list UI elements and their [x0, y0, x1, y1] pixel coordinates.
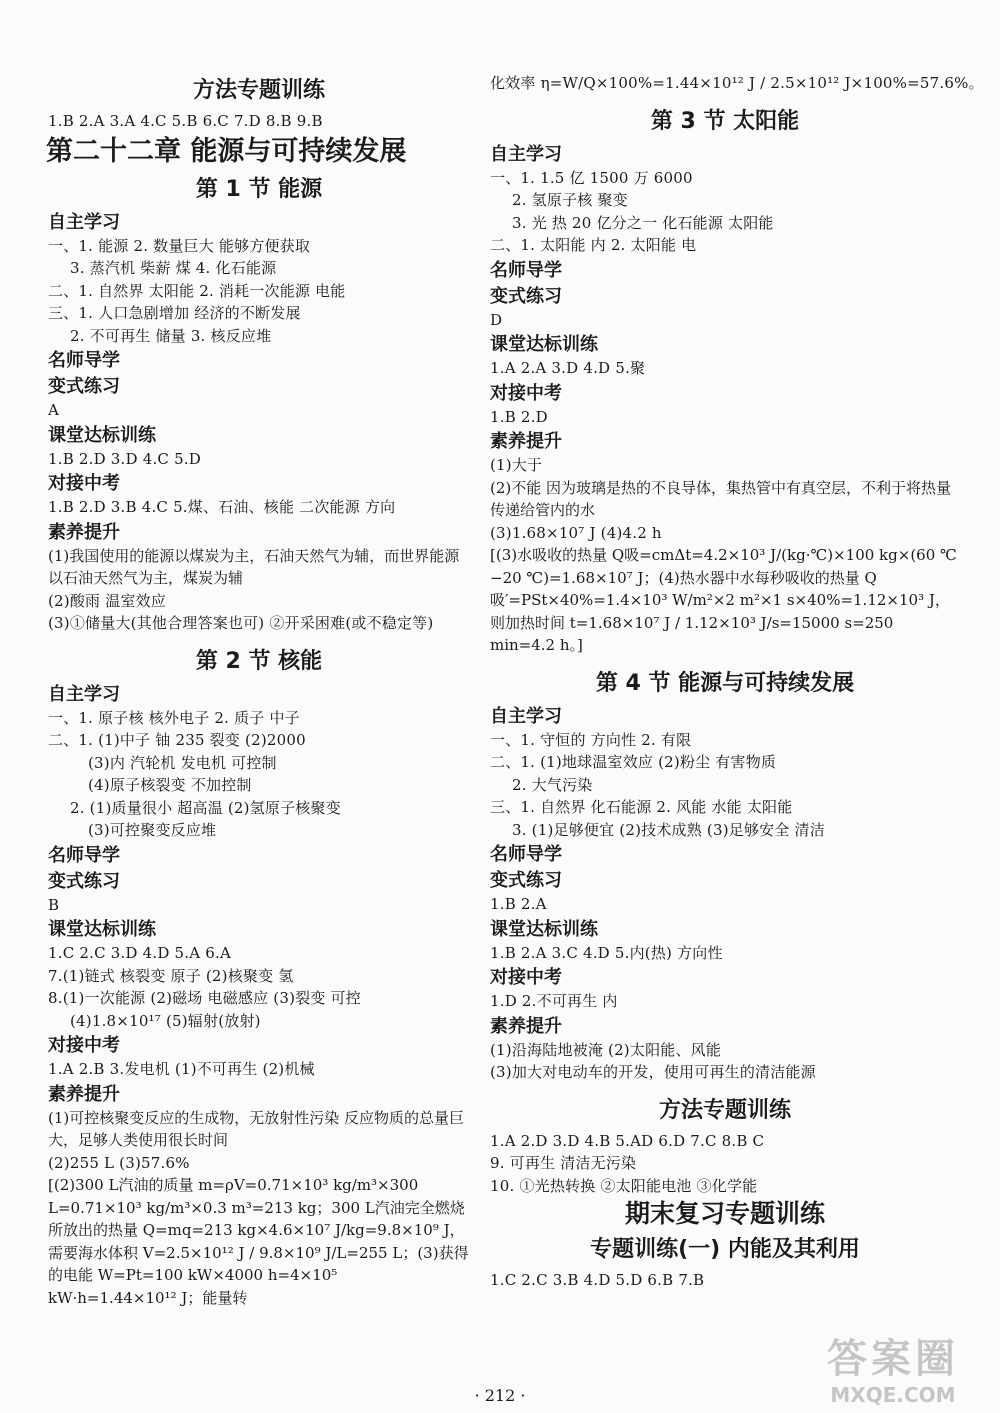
answer-line: 一、1. 守恒的 方向性 2. 有限: [490, 730, 692, 749]
answer-line: 1.B 2.A 3.C 4.D 5.内(热) 方向性: [490, 943, 723, 962]
answer-line: (3)①储量大(其他合理答案也可) ②开采困难(或不稳定等): [48, 614, 434, 632]
subheading: 自主学习: [490, 705, 562, 727]
answer-line: 2. 大气污染: [512, 775, 593, 794]
answer-line: 1.A 2.B 3.发电机 (1)不可再生 (2)机械: [48, 1060, 315, 1078]
answer-line: (3)内 汽轮机 发电机 可控制: [88, 753, 277, 772]
subheading: 名师导学: [48, 844, 120, 866]
page-number: · 212 ·: [474, 1386, 526, 1405]
answer-line: A: [48, 401, 60, 419]
subheading: 素养提升: [490, 1015, 562, 1037]
section-title: 第 2 节 核能: [195, 648, 323, 674]
spacer: [490, 95, 960, 103]
answer-line: 三、1. 自然界 化石能源 2. 风能 水能 太阳能: [490, 798, 793, 816]
spacer: [490, 657, 960, 665]
left-column: [48, 72, 470, 1309]
answer-line: 1.C 2.C 3.B 4.D 5.D 6.B 7.B: [490, 1271, 705, 1289]
answer-line: 1.D 2.不可再生 内: [490, 992, 618, 1010]
answer-line: 化效率 η=W/Q×100%=1.44×10¹² J / 2.5×10¹² J×100%=57.6%。: [490, 74, 984, 92]
subheading: 对接中考: [490, 967, 562, 988]
answer-line: 2. 氢原子核 聚变: [512, 191, 628, 209]
subheading: 素养提升: [48, 521, 120, 543]
answer-paragraph: (1)可控核聚变反应的生成物，无放射性污染 反应物质的总量巨大，足够人类使用很长时间: [48, 1108, 465, 1149]
subheading: 变式练习: [490, 870, 562, 891]
subheading: 素养提升: [48, 1083, 120, 1105]
subheading: 变式练习: [48, 870, 120, 892]
answer-paragraph: (1)我国使用的能源以煤炭为主，石油天然气为辅，而世界能源以石油天然气为主，煤炭为辅: [48, 546, 460, 587]
answer-line: 2. 不可再生 储量 3. 核反应堆: [70, 326, 272, 345]
watermark-logo: 答案圈: [827, 1336, 959, 1382]
answer-paragraph: (2)不能 因为玻璃是热的不良导体，集热管中有真空层，不利于将热量传递给管内的水: [490, 478, 952, 519]
subheading: 素养提升: [490, 431, 562, 452]
answer-line: 3. (1)足够便宜 (2)技术成熟 (3)足够安全 清洁: [512, 820, 825, 839]
answer-line: 3. 光 热 20 亿分之一 化石能源 太阳能: [512, 213, 774, 232]
answer-line: 一、1. 1.5 亿 1500 万 6000: [490, 168, 693, 187]
answer-line: (2)酸雨 温室效应: [48, 591, 167, 610]
subheading: 课堂达标训练: [48, 424, 156, 446]
section-title: 方法专题训练: [192, 78, 325, 103]
answer-line: (3)1.68×10⁷ J (4)4.2 h: [490, 523, 662, 542]
watermark-url: MXQE.COM: [830, 1383, 956, 1407]
answer-line: 1.A 2.D 3.D 4.B 5.AD 6.D 7.C 8.B C: [490, 1131, 765, 1150]
answer-line: (4)原子核裂变 不加控制: [88, 776, 252, 794]
answer-line: 9. 可再生 清洁无污染: [490, 1154, 637, 1172]
answer-line: 1.B 2.D 3.D 4.C 5.D: [48, 449, 202, 468]
subheading: 变式练习: [490, 285, 562, 307]
answer-paragraph: [(2)300 L汽油的质量 m=ρV=0.71×10³ kg/m³×300 L=0.71×10³ kg/m³×0.3 m³=213 kg；300 L汽油完全燃烧所放出的热量 Q=mq=213 kg×4.6×10⁷ J/kg=9.8×10⁹ J，需要海水体积 V=2.5×10¹² J / 9.8×10⁹ J/L=255 L；(3)获得的电能 W=Pt=100 kW×4000 h=4×10⁵ kW·h=1.44×10¹² J；能量转: [48, 1176, 469, 1307]
answer-line: 2. (1)质量很小 超高温 (2)氢原子核聚变: [70, 798, 341, 817]
chapter-title: 第二十二章 能源与可持续发展: [46, 135, 407, 167]
answer-line: 1.C 2.C 3.D 4.D 5.A 6.A: [48, 944, 231, 962]
answer-line: 一、1. 能源 2. 数量巨大 能够方便获取: [48, 236, 311, 255]
answer-line: 7.(1)链式 核裂变 原子 (2)核聚变 氢: [48, 966, 294, 985]
answer-line: 二、1. 自然界 太阳能 2. 消耗一次能源 电能: [48, 281, 346, 300]
answer-line: D: [490, 310, 503, 329]
answer-line: (1)沿海陆地被淹 (2)太阳能、风能: [490, 1040, 722, 1059]
subheading: 对接中考: [48, 1035, 120, 1056]
answer-line: 3. 蒸汽机 柴薪 煤 4. 化石能源: [70, 259, 277, 277]
answer-line: 1.B 2.A: [490, 895, 547, 913]
part-title: 期末复习专题训练: [624, 1199, 825, 1228]
section-title: 方法专题训练: [658, 1097, 791, 1123]
answer-line: 二、1. 太阳能 内 2. 太阳能 电: [490, 236, 697, 254]
answer-line: 1.A 2.A 3.D 4.D 5.聚: [490, 359, 646, 377]
subheading: 课堂达标训练: [490, 334, 598, 355]
subheading: 变式练习: [48, 376, 120, 397]
answer-line: B: [48, 895, 60, 914]
subheading: 课堂达标训练: [48, 919, 156, 940]
subheading: 对接中考: [490, 382, 562, 404]
answer-line: (3)可控聚变反应堆: [88, 821, 217, 839]
answer-line: (2)255 L (3)57.6%: [48, 1153, 190, 1172]
subheading: 名师导学: [490, 259, 562, 281]
answer-line: 8.(1)一次能源 (2)磁场 电磁感应 (3)裂变 可控: [48, 989, 361, 1007]
answer-line: 1.B 2.D 3.B 4.C 5.煤、石油、核能 二次能源 方向: [48, 498, 396, 516]
answer-line: 1.B 2.D: [490, 407, 548, 426]
answer-line: 二、1. (1)地球温室效应 (2)粉尘 有害物质: [490, 753, 777, 771]
answer-line: (4)1.8×10¹⁷ (5)辐射(放射): [70, 1011, 261, 1030]
watermark: [798, 1327, 988, 1407]
answer-line: 10. ①光热转换 ②太阳能电池 ③化学能: [490, 1176, 758, 1195]
subheading: 自主学习: [48, 211, 120, 233]
subheading: 名师导学: [48, 350, 120, 371]
section-title: 专题训练(一) 内能及其利用: [590, 1237, 860, 1262]
subheading: 课堂达标训练: [490, 918, 598, 940]
answer-line: (1)大于: [490, 456, 543, 474]
subheading: 名师导学: [490, 844, 562, 865]
answer-line: 一、1. 原子核 核外电子 2. 质子 中子: [48, 708, 300, 727]
answer-line: 三、1. 人口急剧增加 经济的不断发展: [48, 304, 301, 322]
subheading: 对接中考: [48, 473, 120, 494]
answer-paragraph: [(3)水吸收的热量 Q吸=cmΔt=4.2×10³ J/(kg·℃)×100 kg×(60 ℃−20 ℃)=1.68×10⁷ J；(4)热水器中水每秒吸收的热量 Q吸′=PSt×40%=1.4×10³ W/m²×2 m²×1 s×40%=1.12×10³ J，则加热时间 t=1.68×10⁷ J / 1.12×10³ J/s=15000 s=250 min=4.2 h。]: [490, 546, 957, 654]
subheading: 自主学习: [48, 683, 120, 705]
spacer: [48, 635, 470, 643]
section-title: 第 1 节 能源: [195, 176, 323, 202]
answer-line: 二、1. (1)中子 铀 235 裂变 (2)2000: [48, 731, 306, 749]
right-column: [490, 72, 984, 1292]
answer-line: 1.B 2.A 3.A 4.C 5.B 6.C 7.D 8.B 9.B: [48, 112, 323, 130]
spacer: [490, 1084, 960, 1092]
answer-line: (3)加大对电动车的开发，使用可再生的清洁能源: [490, 1063, 816, 1081]
subheading: 自主学习: [490, 143, 562, 165]
section-title: 第 3 节 太阳能: [650, 108, 800, 134]
section-title: 第 4 节 能源与可持续发展: [595, 670, 855, 696]
